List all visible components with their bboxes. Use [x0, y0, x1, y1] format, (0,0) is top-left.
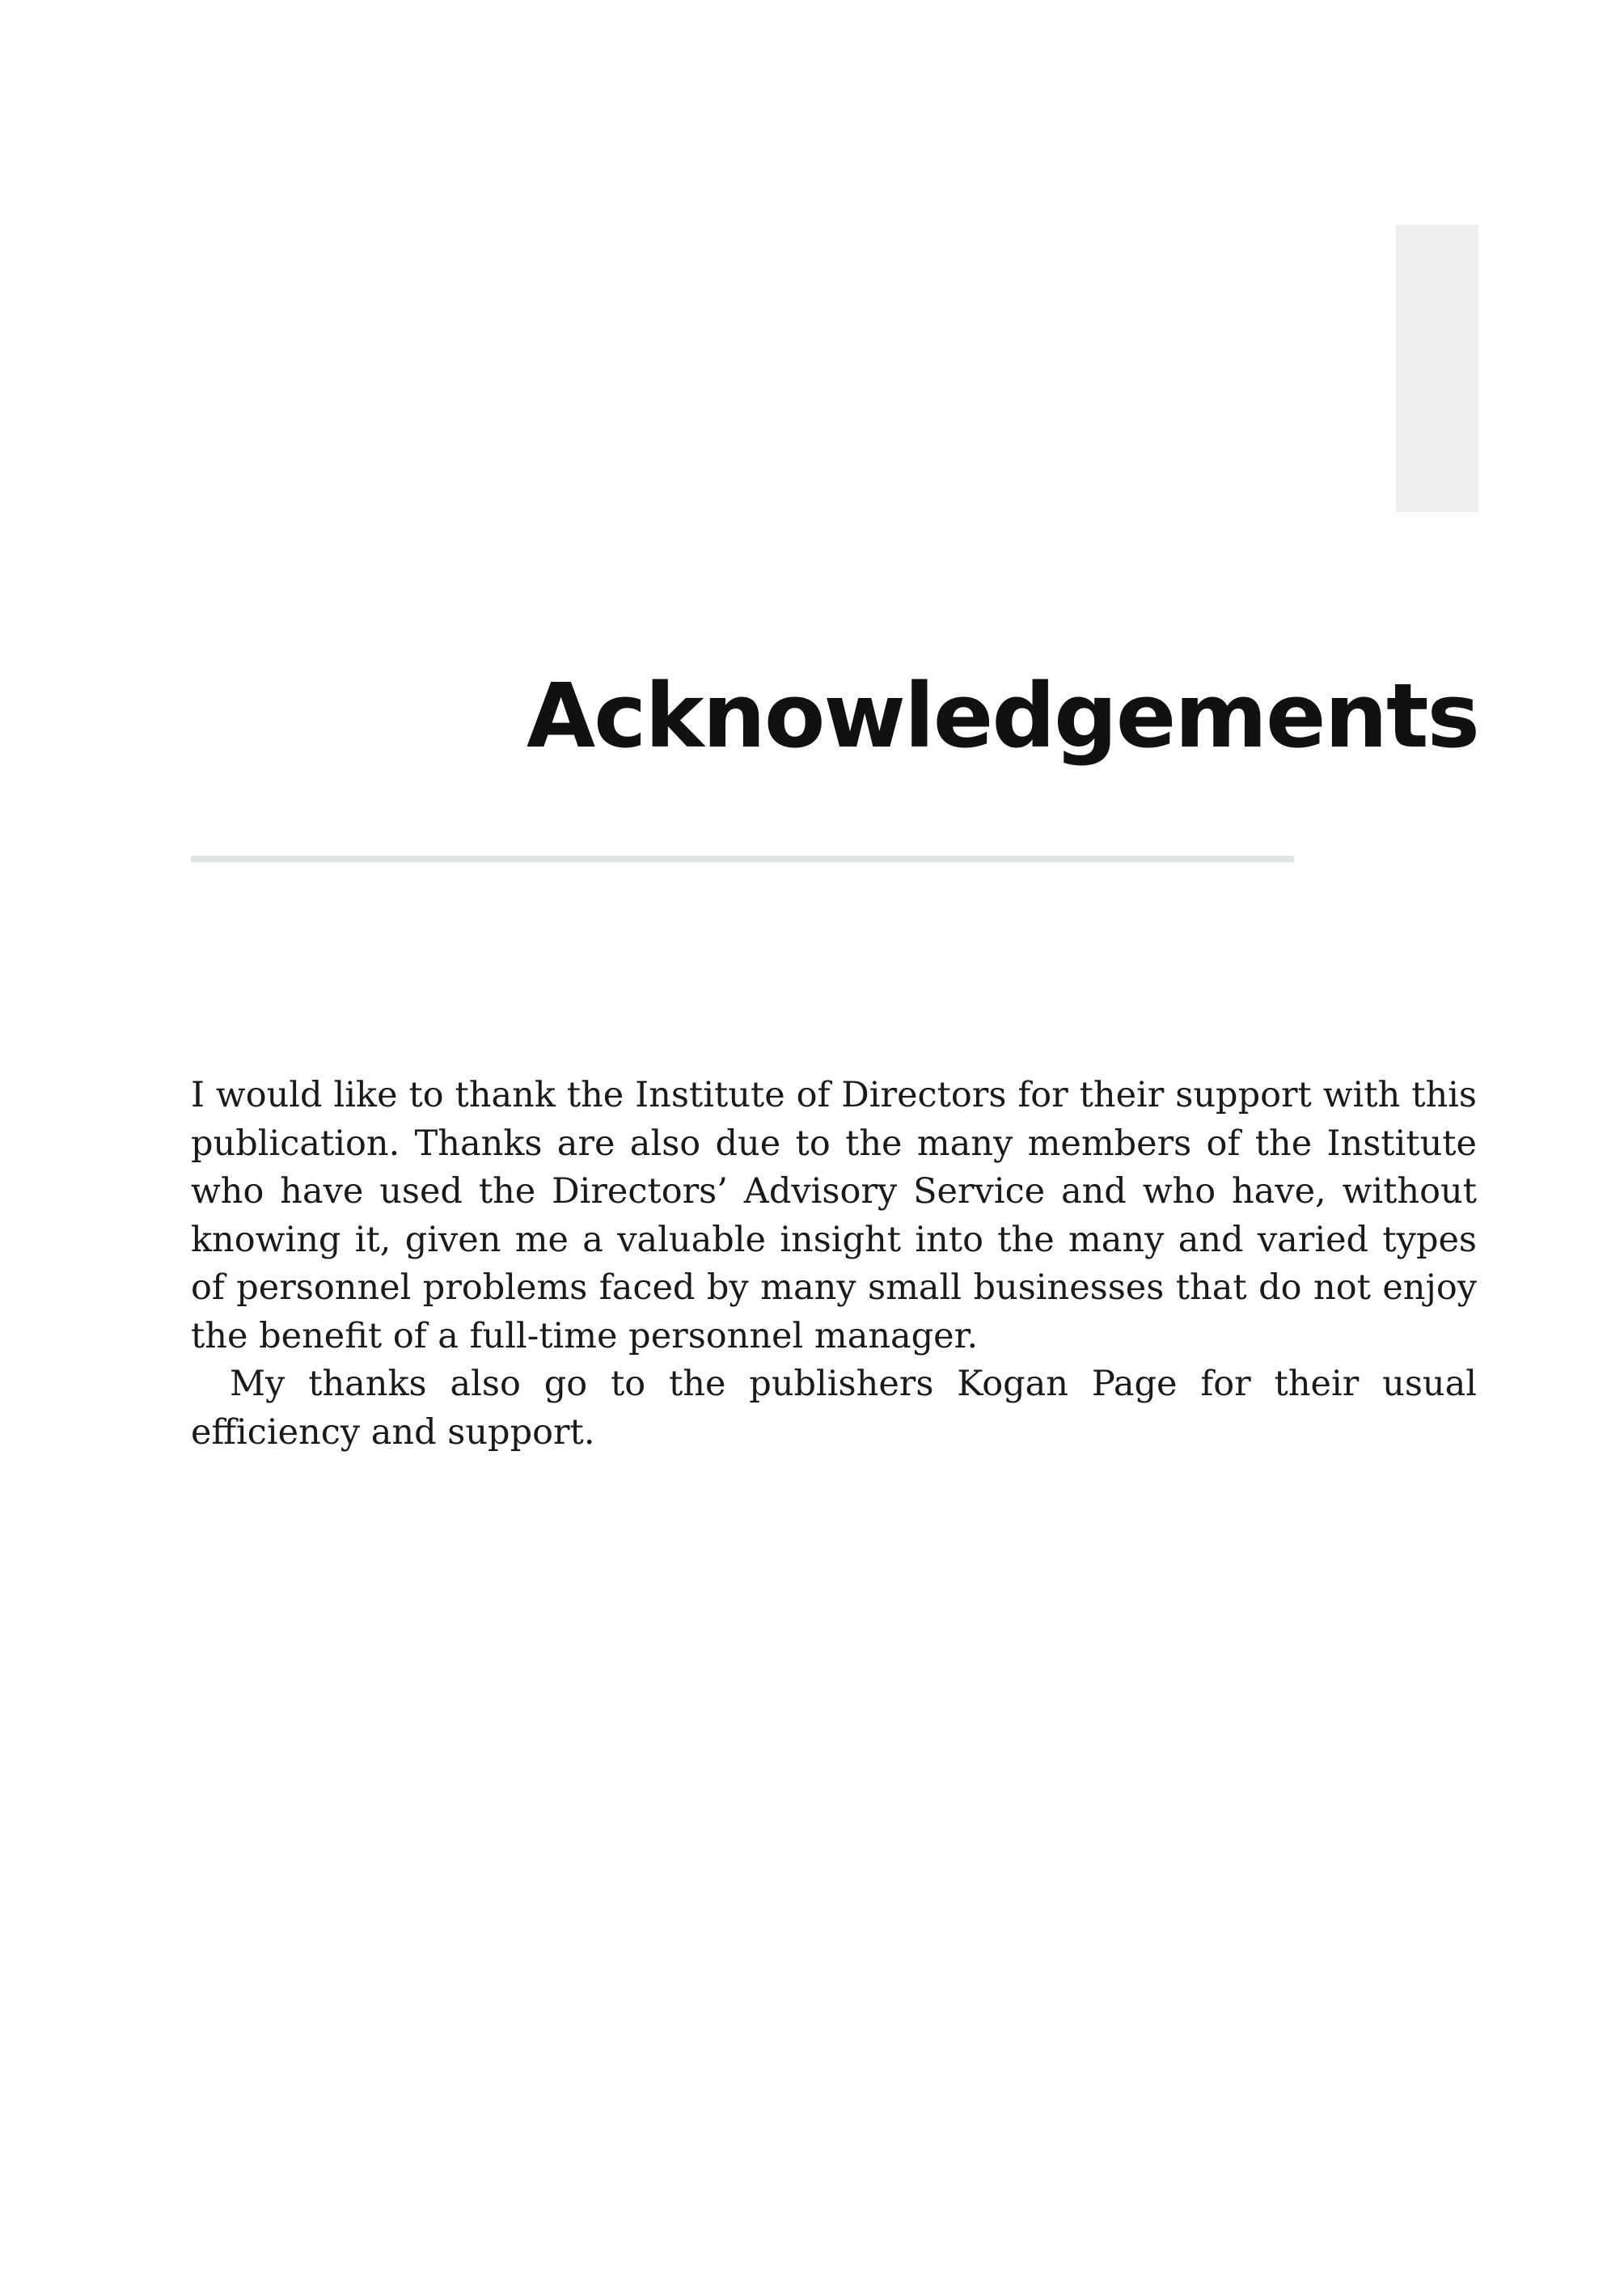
chapter-title: Acknowledgements: [527, 664, 1478, 768]
paragraph: I would like to thank the Institute of Directors for their support with this publication. Thanks are also due to the many members of the Institute who have used the Directors’ Advisory Service and who have, without knowing it, given me a valuable insight into the many and varied types of personnel problems faced by many small businesses that do not enjoy the benefit of a full-time personnel manager.: [191, 1075, 1477, 1356]
chapter-tab-marker: [1396, 225, 1478, 512]
title-divider: [191, 856, 1294, 862]
paragraph: My thanks also go to the publishers Kogan Page for their usual efficiency and support.: [191, 1364, 1477, 1453]
acknowledgements-body: [191, 1072, 1477, 1457]
